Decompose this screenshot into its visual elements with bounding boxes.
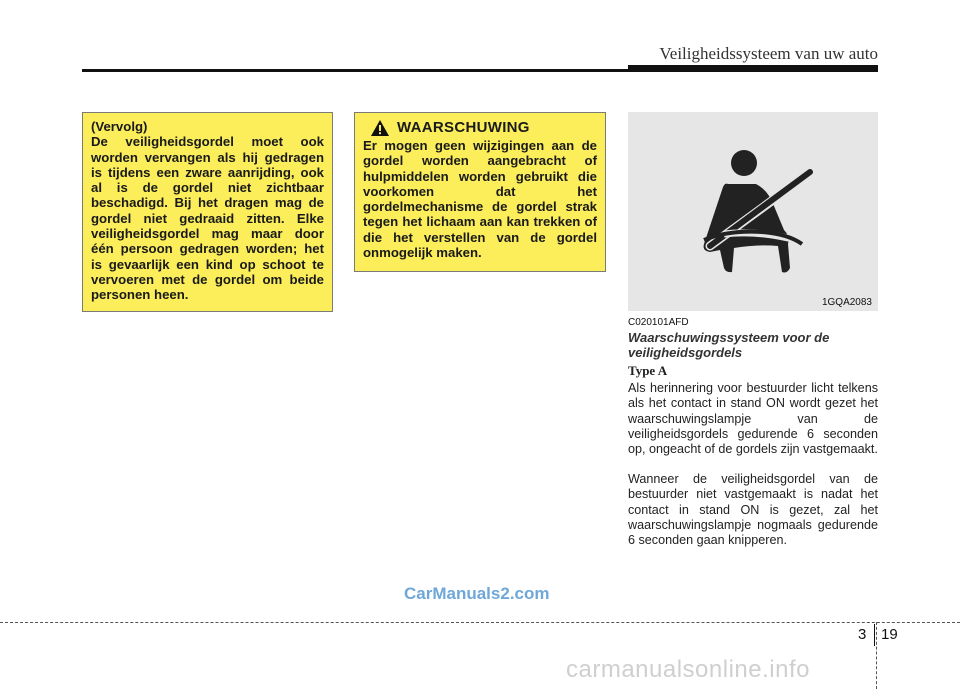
page-divider <box>874 624 875 646</box>
paragraph-2: Wanneer de veiligheidsgordel van de bestuurder niet vastgemaakt is nadat het contact in stand ON is gezet, zal het waarschuwingslampje nogmaals gedurende 6 seconden gaan knipperen. <box>628 472 878 548</box>
continued-warning-box <box>82 112 333 312</box>
page-number: 19 <box>881 626 898 643</box>
chapter-title: Veiligheidssysteem van uw auto <box>659 44 878 63</box>
type-label: Type A <box>628 363 668 378</box>
site-watermark: carmanualsonline.info <box>566 656 810 683</box>
warning-header <box>371 119 597 136</box>
section-code: C020101AFD <box>628 317 689 328</box>
continued-warning-text: De veiligheidsgordel moet ook worden vervangen als hij gedragen is tijdens een zware aanrijding, ook al is de gordel niet zichtbaar beschadigd. Bij het dragen mag de gordel niet gedraaid zitten. Elke veiligheidsgordel mag maar door één persoon gedragen worden; het is gevaarlijk een kind op schoot te vervoeren met de gordel om beide personen heen. <box>91 134 324 303</box>
footer-rule <box>0 622 960 623</box>
section-title: Waarschuwingssysteem voor de veiligheidsgordels <box>628 330 830 360</box>
continued-label: (Vervolg) <box>91 119 148 134</box>
warning-title: WAARSCHUWING <box>397 119 530 136</box>
seatbelt-figure <box>628 112 878 311</box>
footer-vertical-rule <box>876 622 877 689</box>
warning-triangle-icon <box>371 120 389 136</box>
warning-text: Er mogen geen wijzigingen aan de gordel worden aangebracht of hulpmiddelen worden gebruikt die voorkomen dat het gordelmechanisme de gordel strak tegen het lichaam aan kan trekken of die het verstellen van de gordel onmogelijk maken. <box>363 138 597 261</box>
watermark-link[interactable]: CarManuals2.com <box>404 584 550 603</box>
figure-code: 1GQA2083 <box>821 297 872 308</box>
header-rule-accent <box>628 65 878 70</box>
paragraph-1: Als herinnering voor bestuurder licht telkens als het contact in stand ON wordt gezet het waarschuwingslampje van de veiligheidsgordels gedurende 6 seconden op, ongeacht of de gordels zijn vastgemaakt. <box>628 381 878 457</box>
section-number: 3 <box>858 626 867 643</box>
warning-box <box>354 112 606 272</box>
seatbelt-warning-icon <box>628 112 878 311</box>
